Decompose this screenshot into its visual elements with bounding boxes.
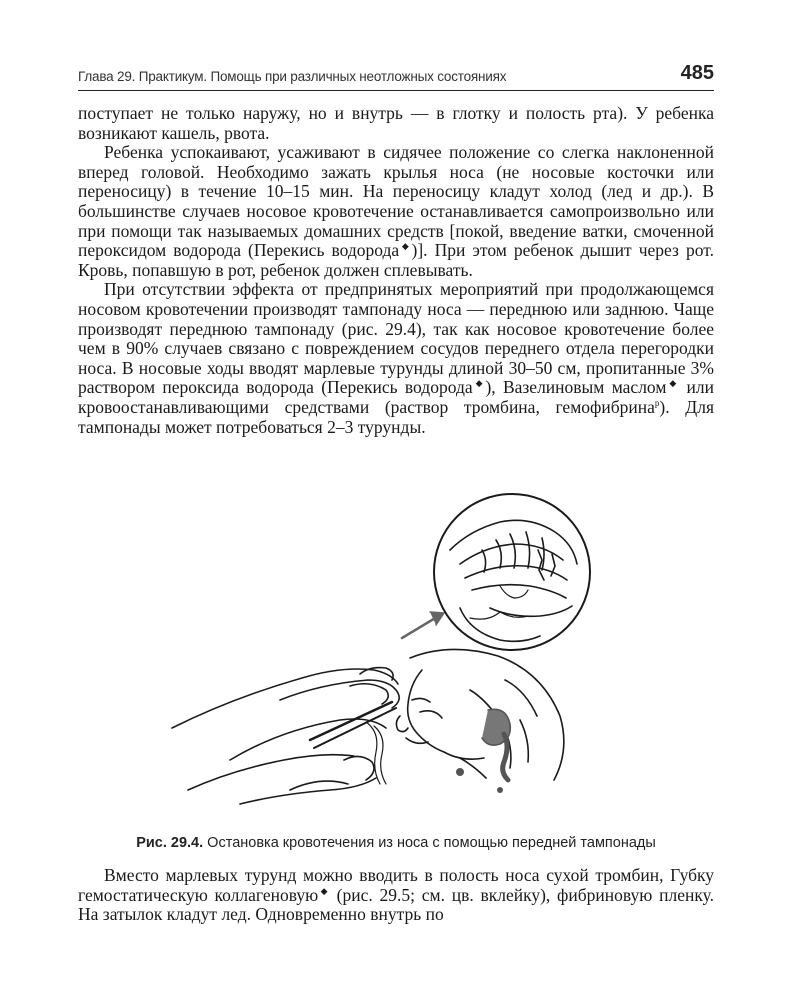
zoom-arrow: [402, 612, 444, 638]
nasal-tamponade-illustration: [160, 490, 630, 820]
body-text-top: [78, 104, 714, 437]
hands-with-forceps: [172, 668, 399, 804]
chapter-title: Глава 29. Практикум. Помощь при различных неотложных состояниях: [78, 69, 507, 84]
drug-mark: ◆: [666, 378, 680, 389]
drug-mark: ◆: [318, 885, 330, 896]
paragraph-3-text-c: или кровоостанавливающими средствами (раствор тромбина, гемофибрина: [78, 377, 715, 417]
caption-label: Рис. 29.4.: [136, 835, 204, 851]
running-header: [78, 62, 714, 91]
page-number: 485: [680, 62, 714, 84]
caption-text: Остановка кровотечения из носа с помощью передней тампонады: [203, 835, 656, 851]
drug-mark: ◆: [472, 378, 486, 389]
paragraph-3: [78, 280, 714, 437]
paragraph-2: [78, 143, 714, 280]
child-head: [396, 649, 563, 793]
paragraph-2-text-end: )]. При этом ребенок дышит через рот. Кровь, попавшую в рот, ребенок должен сплевывать.: [78, 240, 714, 280]
paragraph-4-text-a: Вместо марлевых турунд можно вводить в полость носа сухой тромбин, Губку гемостатическую коллагеновую: [78, 865, 714, 905]
prescription-mark: р: [654, 398, 660, 409]
figure-illustration: [160, 490, 630, 820]
paragraph-3-text-d: ). Для тампонады может потребоваться 2–3 турунды.: [78, 396, 714, 437]
drug-mark: ◆: [399, 241, 412, 252]
paragraph-3-text-b: ), Вазелиновым маслом: [485, 377, 667, 398]
body-text-bottom: [78, 866, 714, 925]
paragraph-1: поступает не только наружу, но и внутрь — в глотку и полость рта). У ребенка возникают кашель, рвота.: [78, 103, 714, 143]
paragraph-3-text-a: При отсутствии эффекта от предпринятых мероприятий при продолжающемся носовом кровотечении производят тампонаду носа — переднюю или заднюю. Чаще производят переднюю тампонаду (рис. 29.4), так как носовое кровотечение более чем в 90% случаев связано с повреждением сосудов переднего отдела перегородки носа. В носовые ходы вводят марлевые турунды длиной 30–50 см, пропитанные 3% раствором пероксида водорода (Перекись водорода: [78, 279, 714, 398]
nasal-cavity-inset: [434, 494, 590, 650]
figure-caption: [78, 835, 714, 851]
paragraph-2-text: Ребенка успокаивают, усаживают в сидячее положение со слегка наклоненной вперед головой. Необходимо зажать крылья носа (не носовые косточки или переносицу) в течение 10–15 мин. На переносицу кладут холод (лед и др.). В большинстве случаев носовое кровотечение останавливается самопроизвольно или при помощи так называемых домашних средств [покой, введение ватки, смоченной пероксидом водорода (Перекись водорода: [78, 142, 714, 261]
paragraph-4-text-b: (рис. 29.5; см. цв. вклейку), фибриновую пленку. На затылок кладут лед. Одновременно внутрь по: [78, 884, 714, 925]
paragraph-4: [78, 866, 714, 925]
